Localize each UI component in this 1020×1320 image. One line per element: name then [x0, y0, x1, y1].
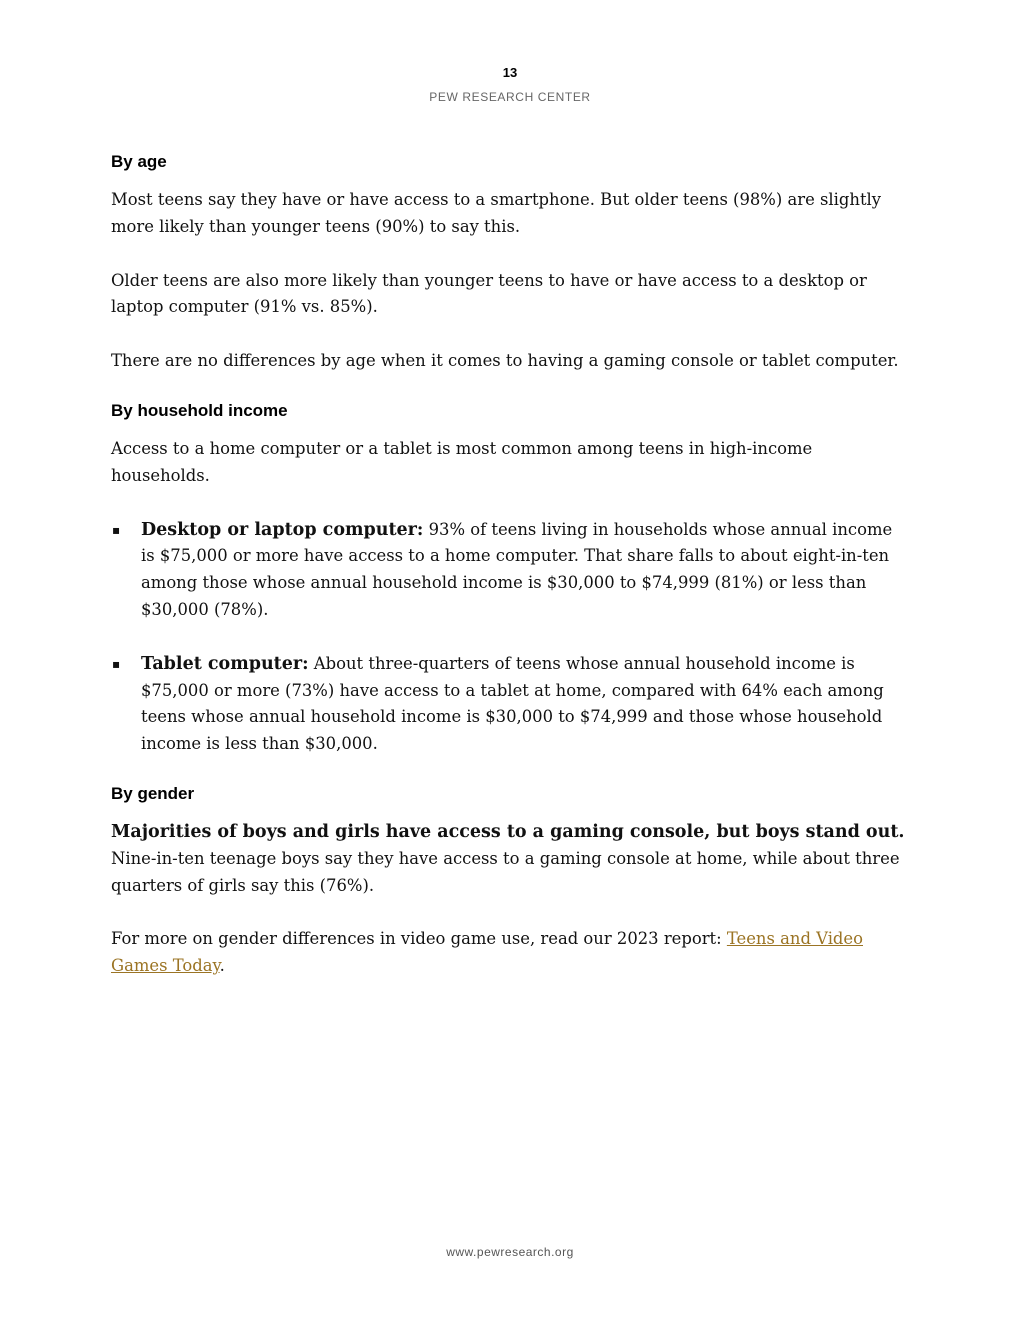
- org-header: PEW RESEARCH CENTER: [429, 90, 591, 104]
- report-link[interactable]: Teens and Video Games Today: [111, 929, 863, 976]
- bullet-item-desktop: [111, 517, 911, 624]
- age-paragraph-smartphone: Most teens say they have or have access to a smartphone. But older teens (98%) are slightly more likely than younger teens (90%) to say this.: [111, 190, 882, 236]
- section-heading-income: By household income: [111, 400, 288, 420]
- age-paragraph-computer: Older teens are also more likely than younger teens to have or have access to a desktop or laptop computer (91% vs. 85%).: [111, 270, 867, 317]
- report-suffix-text: .: [219, 956, 225, 976]
- footer-url: www.pewresearch.org: [446, 1245, 574, 1259]
- bullet-lead-tablet: Tablet computer:: [141, 653, 309, 674]
- bullet-text-tablet: About three-quarters of teens whose annual household income is $75,000 or more (73%) have access to a tablet at home, compared with 64% each among teens whose annual household income is $30,000 to $74,999 and those whose household income is less than $30,000.: [141, 653, 884, 754]
- section-by-income: [111, 401, 911, 758]
- square-bullet-icon: ▪: [112, 656, 121, 671]
- square-bullet-icon: ▪: [112, 522, 121, 537]
- section-heading-gender: By gender: [111, 783, 195, 803]
- section-by-age: [111, 152, 911, 375]
- age-paragraph-no-differences: There are no differences by age when it comes to having a gaming console or tablet computer.: [111, 351, 899, 371]
- bullet-text-desktop: 93% of teens living in households whose annual income is $75,000 or more have access to a home computer. That share falls to about eight-in-ten among those whose annual household income is $30,000 to $74,999 (81%) or less than $30,000 (78%).: [141, 519, 893, 619]
- income-intro-paragraph: Access to a home computer or a tablet is most common among teens in high-income households.: [111, 438, 813, 485]
- bullet-item-tablet: [111, 651, 911, 758]
- gender-paragraph-report: [111, 926, 911, 980]
- bullet-lead-desktop: Desktop or laptop computer:: [141, 519, 424, 540]
- report-prefix-text: For more on gender differences in video game use, read our 2023 report:: [111, 929, 727, 949]
- income-bullet-list: [111, 517, 911, 758]
- gender-paragraph-console: [111, 819, 911, 899]
- gender-console-text: Nine-in-ten teenage boys say they have access to a gaming console at home, while about three quarters of girls say this (76%).: [111, 848, 900, 895]
- section-by-gender: [111, 784, 911, 980]
- main-content: [111, 152, 911, 1007]
- section-heading-age: By age: [111, 152, 167, 171]
- gender-lead-sentence: Majorities of boys and girls have access to a gaming console, but boys stand out.: [111, 821, 905, 842]
- page-number: 13: [502, 65, 518, 80]
